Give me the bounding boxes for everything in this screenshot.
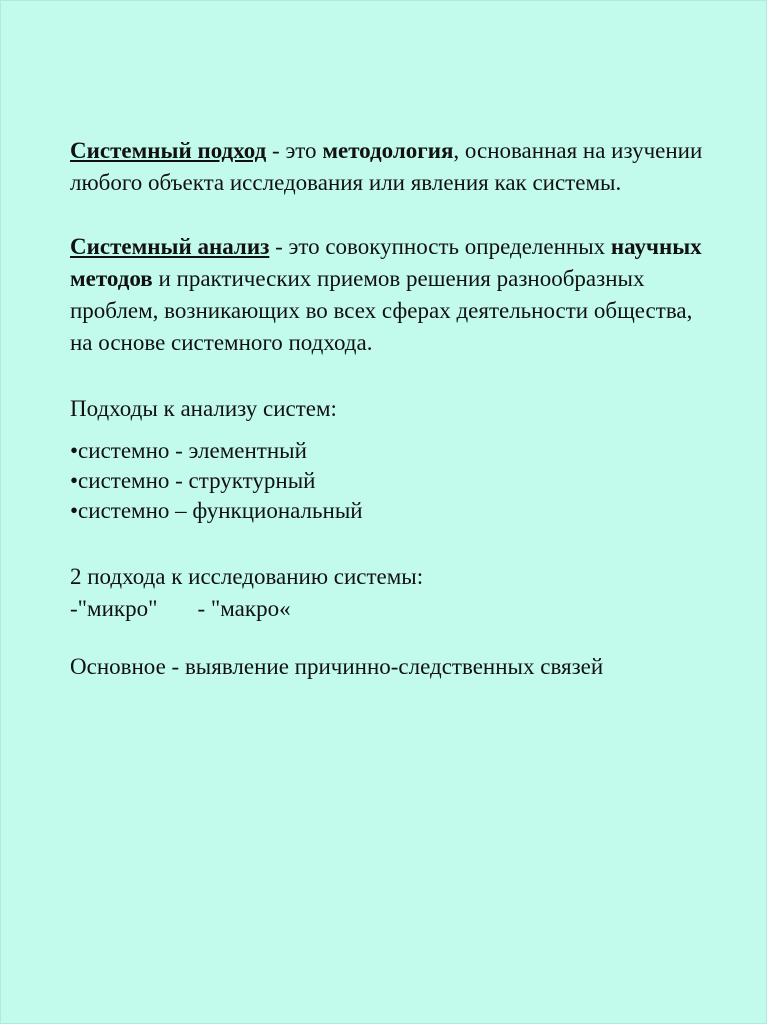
approaches-heading: Подходы к анализу систем: <box>70 396 337 421</box>
definition-text-part: - это <box>266 138 323 163</box>
definition-text-part: - это совокупность определенных <box>269 234 611 259</box>
bold-scientific-methods: научных методов <box>70 234 702 291</box>
definition-text-part: и практических приемов решения разнообразных проблем, возникающих во всех сферах деятельности общества, на основе системного подхода. <box>70 266 693 355</box>
approaches-list <box>70 436 710 526</box>
slide-content <box>70 135 710 683</box>
system-analysis-definition <box>70 231 710 359</box>
definition-text-part: , основанная на изучении любого объекта исследования или явления как системы. <box>70 138 703 195</box>
two-approaches-heading: 2 подхода к исследованию системы: <box>70 564 424 589</box>
list-item: •системно - структурный <box>70 468 316 493</box>
macro-label: - "макро« <box>197 596 291 621</box>
term-system-approach: Системный подход <box>70 138 267 163</box>
main-point-text: Основное - выявление причинно-следственных связей <box>70 654 604 679</box>
two-approaches-block <box>70 561 710 625</box>
micro-label: -"микро" <box>70 596 158 621</box>
list-item: •системно – функциональный <box>70 498 363 523</box>
system-approach-definition <box>70 135 710 199</box>
list-item: •системно - элементный <box>70 438 307 463</box>
term-system-analysis: Системный анализ <box>70 234 270 259</box>
bold-methodology: методология <box>322 138 454 163</box>
